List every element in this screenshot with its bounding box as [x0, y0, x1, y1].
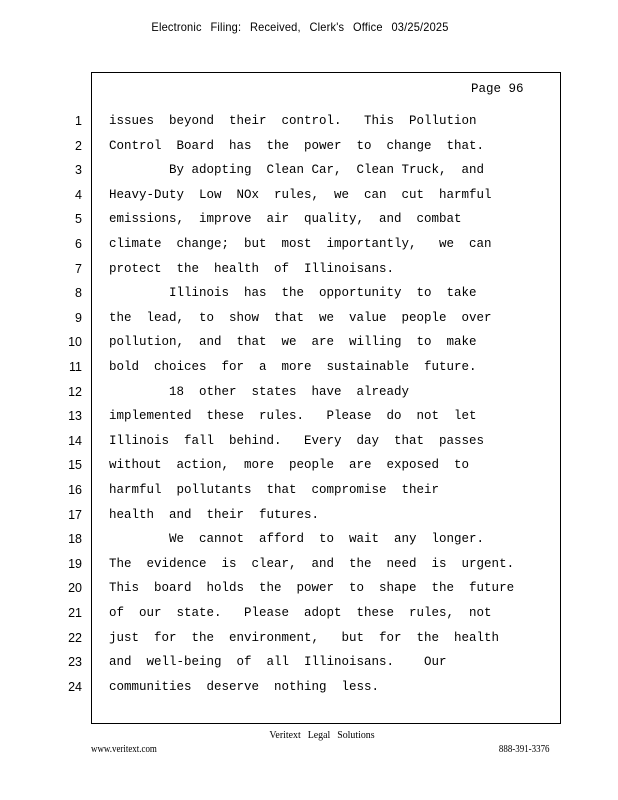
line-number: 10: [68, 335, 82, 350]
line-number: 11: [69, 360, 82, 374]
line-number: 24: [68, 679, 82, 694]
transcript-line: The evidence is clear, and the need is urgent.: [109, 556, 515, 571]
line-number: 5: [75, 212, 82, 227]
transcript-line: of our state. Please adopt these rules, not: [109, 606, 492, 620]
transcript-line: protect the health of Illinoisans.: [109, 261, 395, 276]
transcript-line: pollution, and that we are willing to make: [109, 335, 477, 350]
line-number: 21: [68, 606, 82, 620]
transcript-line: emissions, improve air quality, and combat: [109, 212, 462, 227]
footer-company: Veritext Legal Solutions: [269, 729, 375, 741]
line-number: 16: [68, 483, 82, 497]
line-number: 19: [68, 556, 82, 571]
line-number: 3: [75, 163, 82, 178]
line-number: 18: [68, 532, 82, 547]
line-number: 1: [75, 114, 82, 128]
line-number: 14: [68, 433, 82, 448]
line-number: 4: [75, 187, 82, 202]
line-number: 9: [75, 310, 82, 325]
transcript-line: Heavy-Duty Low NOx rules, we can cut harmful: [109, 187, 492, 202]
line-number: 8: [75, 286, 82, 301]
transcript-line: Illinois fall behind. Every day that passes: [109, 433, 485, 448]
transcript-line: health and their futures.: [109, 507, 320, 522]
footer-website: www.veritext.com: [91, 744, 157, 755]
transcript-line: By adopting Clean Car, Clean Truck, and: [109, 163, 485, 178]
line-number: 12: [68, 384, 82, 399]
line-number: 7: [75, 261, 82, 276]
line-number: 17: [68, 507, 82, 522]
line-number: 2: [75, 138, 82, 153]
line-number: 6: [75, 237, 82, 251]
transcript-line: issues beyond their control. This Pollution: [109, 114, 477, 128]
transcript-line: Control Board has the power to change that.: [109, 138, 485, 153]
page-number: Page 96: [471, 82, 524, 96]
transcript-line: 18 other states have already: [109, 384, 410, 399]
transcript-line: Illinois has the opportunity to take: [109, 286, 477, 301]
transcript-line: implemented these rules. Please do not let: [109, 409, 477, 424]
line-number: 23: [68, 655, 82, 670]
transcript-line: This board holds the power to shape the future: [109, 581, 515, 596]
line-number: 22: [68, 630, 82, 645]
line-number: 15: [68, 458, 82, 473]
transcript-line: We cannot afford to wait any longer.: [109, 532, 485, 547]
transcript-line: bold choices for a more sustainable future.: [109, 360, 477, 374]
transcript-line: the lead, to show that we value people over: [109, 310, 492, 325]
transcript-line: without action, more people are exposed to: [109, 458, 470, 473]
line-number: 20: [68, 581, 82, 596]
transcript-line: just for the environment, but for the health: [109, 630, 500, 645]
transcript-line: harmful pollutants that compromise their: [109, 483, 440, 497]
transcript-line: and well-being of all Illinoisans. Our: [109, 655, 447, 670]
line-number: 13: [68, 409, 82, 424]
transcript-line: climate change; but most importantly, we can: [109, 237, 492, 251]
transcript-line: communities deserve nothing less.: [109, 679, 380, 694]
filing-header: Electronic Filing: Received, Clerk's Office 03/25/2025: [151, 20, 449, 34]
footer-phone: 888-391-3376: [498, 744, 549, 755]
